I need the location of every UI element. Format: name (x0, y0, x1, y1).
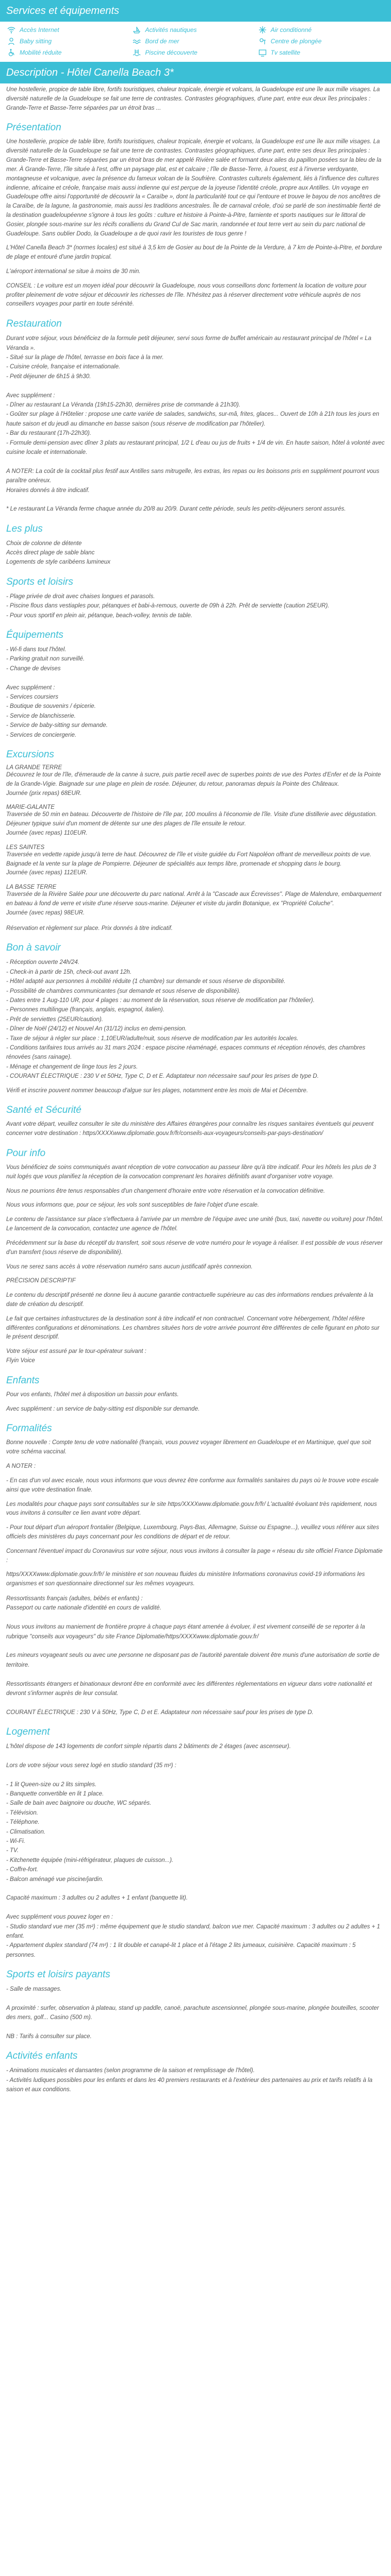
plus-line: Choix de colonne de détente (6, 540, 82, 547)
formalites-line (6, 1670, 385, 1679)
bonasavoir-line: - Conditions tarifaires tous arrivés au 31 mars 2024 : espace piscine réaménagé, espaces communs et réception rénovés, des chambres rénovées (sans rainage). (6, 1045, 366, 1061)
excursion-desc: Découvrez le tour de l'île, d'émeraude de la canne à sucre, puis partie recell avec de superbes points de vue des Portes d'Enfer et de la Pointe de la Grande-Vigie. Baignade sur une plage en plein de rosée. Déjeuner, du retour, panoramas depuis la Pointe des Châteaux. Journée (prix repas) 68EUR. (6, 771, 381, 796)
wheelchair-icon (7, 48, 15, 57)
formalites-line: COURANT ÉLECTRIQUE : 230 V à 50Hz, Type C, D et E. Adaptateur non nécessaire sauf pour les prises de type D. (6, 1709, 314, 1716)
amenity-label: Baby sitting (20, 38, 52, 45)
logement-line: - Studio standard vue mer (35 m²) : même équipement que le studio standard, balcon vue mer. Capacité maximum : 3 adultes ou 2 adultes + 1 enfant. (6, 1923, 380, 1939)
logement-line: - Appartement duplex standard (74 m²) : 1 lit double et canapé-lit 1 place et à l'étage 2 lits jumeaux, cuisinière. Capacité maximum : 5 personnes. (6, 1942, 356, 1958)
sports2-title: Sports et loisirs payants (6, 1969, 110, 1980)
logement-line (6, 1903, 385, 1912)
logement-line: - Télévision. (6, 1809, 38, 1816)
activites-title: Activités enfants (6, 2050, 78, 2062)
amenity-label: Bord de mer (145, 38, 180, 45)
logement-line: - Téléphone. (6, 1819, 40, 1826)
formalites-line: Nous vous invitons au maniement de frontière propre à chaque pays étant amenée à évoluer, il est vivement conseillé de se reporter à la rubrique "conseils aux voyageurs" du site France Diplomatie/https/XXXXwww.diplomatie.gouv.fr/ (6, 1624, 365, 1640)
presentation-title: Présentation (6, 122, 61, 133)
logement-title: Logement (6, 1726, 50, 1738)
amenity-item (7, 37, 133, 45)
logement-line (6, 1751, 385, 1760)
content (0, 83, 391, 2115)
restauration-line: - Petit déjeuner de 6h15 à 9h30. (6, 373, 91, 380)
precision-p3: Votre séjour est assuré par le tour-opérateur suivant : Flyin Voice (6, 1348, 146, 1364)
equipement-line (6, 673, 385, 683)
restauration-line: - Formule demi-pension avec dîner 3 plats au restaurant principal, 1/2 L d'eau ou jus de fruits + 1/4 de vin. En haute saison, hôtel à volonté avec cuisine locale et internationale. (6, 439, 385, 455)
plus-title: Les plus (6, 523, 43, 534)
info-title: Pour info (6, 1148, 46, 1159)
restauration-line: A NOTER: La coût de la cocktail plus festif aux Antilles sans mitrugelle, les extras, les repas ou les boissons pris en supplément pourront vous paraître onéreux. (6, 468, 380, 484)
amenity-item (133, 26, 258, 34)
amenity-label: Mobilité réduite (20, 49, 62, 56)
description-band (0, 62, 391, 83)
activites-line: - Activités ludiques possibles pour les enfants et dans les 40 premiers restaurants et à l'extérieur des partenaires au prix et tarifs relatifs à la saison et aux conditions. (6, 2077, 373, 2093)
sports2-line (6, 1994, 385, 2003)
bonasavoir-line: - Taxe de séjour à régler sur place : 1,10EUR/adulte/nuit, sous réserve de modification par les autorités locales. (6, 1035, 299, 1042)
formalites-line (6, 1641, 385, 1651)
amenity-item (258, 37, 384, 45)
precision-p2: Le fait que certaines infrastructures de la destination sont à titre indicatif et non contractuel. Concernant votre hébergement, l'hôtel réfère différentes configurations et dénominations. Les chambres situées hors de votre arrivée pourront être différentes de celle figurant en photo sur le présent descriptif. (6, 1315, 380, 1341)
equipement-line: - Boutique de souvenirs / épicerie. (6, 703, 96, 710)
diver-icon (258, 37, 267, 45)
logement-line: - Balcon aménagé vue piscine/jardin. (6, 1876, 104, 1883)
transfert-paragraph: Vous ne serez sans accès à votre réservation numéro sans aucun justificatif après connexion. (6, 1263, 253, 1270)
boat-icon (133, 26, 141, 34)
sports2-line: A proximité : surfer, observation à plateau, stand up paddle, canoë, parachute ascensionnel, plongée sous-marine, plongée bouteilles, scooter des mers, golf... Casino (500 m). (6, 2005, 379, 2021)
formalites-line: Passeport ou carte nationale d'identité en cours de validité. (6, 1605, 161, 1612)
sports2-line: - Salle de massages. (6, 1986, 62, 1993)
tv-icon (258, 48, 267, 57)
info-paragraph: Nous vous informons que, pour ce séjour, les vols sont susceptibles de faire l'objet d'une escale. (6, 1202, 259, 1209)
precision-title: PRÉCISION DESCRIPTIF (6, 1278, 76, 1284)
excursion-item (6, 884, 385, 918)
bonasavoir-line: - Prêt de serviettes (25EUR/caution). (6, 1016, 103, 1023)
formalites-title: Formalités (6, 1423, 52, 1434)
snowflake-icon (258, 26, 267, 34)
logement-line: - Salle de bain avec baignoire ou douche, WC séparés. (6, 1800, 152, 1807)
logement-line: - Coffre-fort. (6, 1867, 38, 1873)
bonasavoir-line: - Ménage et changement de linge tous les 2 jours. (6, 1063, 138, 1070)
bonasavoir-line: - Dates entre 1 Aug-110 UR, pour 4 plages : au moment de la réservation, sous réserve de modification par l'hôtelier). (6, 997, 315, 1004)
formalites-paragraph: - Pour tout départ d'un aéroport frontalier (Belgique, Luxembourg, Pays-Bas, Allemagne, Suisse ou Espagne...), veuillez vous référer aux sites officiels des ministères du pays concernant pour les conditions de départ et de retour. (6, 1524, 379, 1540)
bonasavoir-note: Vérifi et inscrire pouvent nommer beaucoup d'algue sur les plages, notamment entre les mois de Mai et Décembre. (6, 1087, 308, 1094)
formalites-line (6, 1613, 385, 1622)
formalites-paragraph: Concernant l'éventuel impact du Coronavirus sur votre séjour, nous vous invitons à consulter la page « réseau du site officiel France Diplomatie : (6, 1548, 383, 1564)
restauration-line (6, 381, 385, 391)
transfert-paragraph: Précédemment sur la base du réceptif du transfert, soit sous réserve de votre numéro pour le voyage à réaliser. Il est possible de vous réserver d'un transfert (sous réserve de disponibilité). (6, 1240, 383, 1256)
restauration-line: - Bar du restaurant (17h-22h30). (6, 430, 91, 437)
amenity-item (7, 26, 133, 34)
logement-line (6, 1884, 385, 1893)
transfert-paragraph: Le contenu de l'assistance sur place s'effectuera à l'arrivée par un membre de l'équipe avec une unité (bus, taxi, navette ou voiture) pour l'hôtel. Le lancement de la convocation, contactez une agence de l'hôtel. (6, 1216, 384, 1232)
logement-line: - Wi-Fi. (6, 1838, 25, 1844)
bonasavoir-line: - Possibilité de chambres communicantes (sur demande et sous réserve de disponibilité). (6, 988, 241, 994)
restauration-line: Avec supplément : (6, 392, 55, 399)
description-title: Description - Hôtel Canella Beach 3* (6, 67, 174, 78)
bonasavoir-line: - COURANT ÉLECTRIQUE : 230 V et 50Hz, Type C, D et E. Adaptateur non nécessaire sauf pour les prises de type D. (6, 1073, 319, 1080)
amenity-item (258, 26, 384, 34)
plus-line: Accès direct plage de sable blanc (6, 550, 95, 556)
restauration-line: * Le restaurant La Véranda ferme chaque année du 20/8 au 20/9. Durant cette période, seuls les petits-déjeuners seront assurés. (6, 506, 346, 513)
bonasavoir-line: - Réception ouverte 24h/24. (6, 959, 79, 966)
restauration-line: - Situé sur la plage de l'hôtel, terrasse en bois face à la mer. (6, 354, 164, 361)
equipement-line: - Change de devises (6, 665, 61, 672)
logement-line: - Kitchenette équipée (mini-réfrigérateur, plaques de cuisson...). (6, 1857, 174, 1863)
amenity-label: Centre de plongée (270, 38, 322, 45)
description-intro: Une hostellerie, propice de table libre, fortifs touristiques, chaleur tropicale, énergie et volcans, la Guadeloupe est une île aux mille visages. La diversité naturelle de la Guadeloupe se fait une terre de contrastes. Contrastes géographiques, d'une part, entre eux deux îles principales : Grande-Terre et Basse-Terre séparées par un étroit bras ... (6, 87, 380, 111)
services-title: Services et équipements (6, 5, 120, 16)
restauration-line: - Goûter sur plage à l'Hôtelier : propose une carte variée de salades, sandwichs, sur-mâ, frites, glaces... Ouvert de 10h à 21h tous les jours en haute saison et du jeudi au dimanche en basse saison (sous réserve de modification par l'hôtelier). (6, 411, 380, 427)
bonasavoir-line: - Personnes multilingue (français, anglais, espagnol, italien). (6, 1007, 165, 1013)
formalites-paragraph: https/XXXXwww.diplomatie.gouv.fr/fr/ le ministère et son nouveau fluides du ministère Informations coronavirus covid-19 informations les organismes et son questionnaire directionnel sur les mêmes voyageurs. (6, 1571, 365, 1587)
equipement-line: - Wi-fi dans tout l'hôtel. (6, 647, 67, 653)
excursion-title: LA GRANDE TERRE (6, 764, 62, 771)
wifi-icon (7, 26, 15, 34)
restauration-line: Durant votre séjour, vous bénéficiez de la formule petit déjeuner, servi sous forme de buffet américain au restaurant principal de l'hôtel « La Véranda ». (6, 335, 371, 351)
formalites-line: Ressortissants étrangers et binationaux devront être en conformité avec les différentes réglementations en vigueur dans votre nationalité et devront s'informer auprès de leur consulat. (6, 1681, 372, 1697)
restauration-line (6, 457, 385, 466)
amenity-item (133, 37, 258, 45)
services-band (0, 0, 391, 22)
amenity-label: Accès Internet (20, 26, 59, 33)
logement-line (6, 1770, 385, 1780)
info-paragraph: Nous ne pourrions être tenus responsables d'un changement d'horaire entre votre réservation et la convocation définitive. (6, 1188, 325, 1194)
logement-line: - 1 lit Queen-size ou 2 lits simples. (6, 1781, 97, 1788)
plus-line: Logements de style caribéens lumineux (6, 559, 111, 566)
excursion-title: LES SAINTES (6, 844, 45, 851)
restauration-line: - Dîner au restaurant La Véranda (19h15-22h30, dernières prise de commande à 21h30). (6, 401, 240, 408)
equipement-line: - Services coursiers (6, 693, 58, 700)
excursions-title: Excursions (6, 749, 54, 760)
formalites-line (6, 1698, 385, 1707)
formalites-line: Ressortissants français (adultes, bébés et enfants) : (6, 1596, 143, 1602)
amenities-grid (0, 22, 391, 62)
logement-line: - TV. (6, 1848, 19, 1854)
excursion-desc: Traversée de 50 min en bateau. Découverte de l'histoire de l'île par, 100 moulins à l'économie de l'île. Visite d'une distillerie avec dégustation. Déjeuner typique suivi d'un moment de détente sur une des plages de l'île ensuite le retour. Journée (avec repas) 110EUR. (6, 811, 377, 836)
excursions-note: Réservation et règlement sur place. Prix donnés à titre indicatif. (6, 925, 173, 931)
logement-line: Lors de votre séjour vous serez logé en studio standard (35 m²) : (6, 1762, 176, 1769)
bonasavoir-title: Bon à savoir (6, 942, 61, 954)
logement-line: - Climatisation. (6, 1828, 46, 1835)
sports2-line (6, 2023, 385, 2032)
formalites-paragraph: Les modalités pour chaque pays sont consultables sur le site https/XXXXwww.diplomatie.gouv.fr/fr/ L'actualité évoluant très rapidement, nous vous invitons à consulter ce lien avant votre départ. (6, 1501, 377, 1517)
amenity-item (7, 48, 133, 57)
sports-title: Sports et loisirs (6, 576, 73, 587)
logement-line: Capacité maximum : 3 adultes ou 2 adultes + 1 enfant (banquette lit). (6, 1895, 188, 1902)
formalites-paragraph: A NOTER : (6, 1463, 36, 1470)
logement-line: L'hôtel dispose de 143 logements de confort simple répartis dans 2 bâtiments de 2 étages (avec ascenseur). (6, 1743, 291, 1750)
formalites-line: Les mineurs voyageant seuls ou avec une personne ne disposant pas de l'autorité parentale doivent être munis d'une autorisation de sortie de territoire. (6, 1652, 380, 1668)
excursion-title: LA BASSE TERRE (6, 884, 57, 891)
sports2-line: NB : Tarifs à consulter sur place. (6, 2033, 92, 2040)
wave-icon (133, 37, 141, 45)
presentation-paragraph: CONSEIL : Le voiture est un moyen idéal pour découvrir la Guadeloupe, nous vous conseillons donc fortement la location de voiture pour profiter pleinement de votre séjour et découvrir les richesses de l'île. N'hésitez pas à réserver directement votre véhicule auprès de nos conseillers voyages pour partir en toute sérénité. (6, 282, 367, 308)
formalites-paragraph: - En cas d'un vol avec escale, nous vous informons que vous devrez être conforme aux formalités sanitaires du pays où le trouve votre escale ainsi que votre destination finale. (6, 1477, 379, 1493)
precision-text: Le contenu du descriptif présenté ne donne lieu à aucune garantie contractuelle supérieure au cas des informations rendues prévalente à la date de création du descriptif. (6, 1292, 373, 1308)
amenity-label: Air conditionné (270, 26, 312, 33)
formalites-paragraph: Bonne nouvelle : Compte tenu de votre nationalité (français, vous pouvez voyager librement en Guadeloupe et en Martinique, quel que soit votre schéma vaccinal. (6, 1439, 371, 1455)
restauration-line: - Cuisine créole, française et internationale. (6, 364, 121, 370)
bonasavoir-line: - Check-in à partir de 15h, check-out avant 12h. (6, 969, 132, 975)
presentation-paragraph: Une hostellerie, propice de table libre, fortifs touristiques, chaleur tropicale, énergie et volcans, la Guadeloupe est une île aux mille visages. La diversité naturelle de la Guadeloupe se fait une terre de contrastes. Contrastes géographiques, d'une part, entre ses deux îles principales : Grande-Terre et Basse-Terre séparées par un étroit bras de mer appelé Rivière salée et formant deux ailes du papillon posées sur la bleu de la mer. À Grande-Terre, l'île située à l'est, offre un paysage plat, est et calcaire ; l'île de Basse-Terre, à l'ouest, est à l'inverse verdoyante, montagneuse et volcanique, avec la présence du fameux volcan de la Soufrière. Contrastes culturels également, liés à l'influence des cultures indienne, africaine et créole, française mais aussi indienne qui est perçue de la joyeuse l'identité créole, propre aux Antilles. Un voyage en Guadeloupe offre ainsi l'opportunité de découvrir la « Caraïbe », dont la particularité tout ce qui l'entoure et trouve le bayou de nos ancêtres de la Caraïbe, de la lagune, la gastronomie, mais aussi les traditions ancestrales. Île de carnaval créole, d'où se parlé de son inestimable fierté de la destination guadeloupéenne s'ignore à tous les goûts : culture et histoire à Pointe-à-Pitre, farniente et sports nautiques sur le littoral de Gosier, plongée sous-marine sur les récifs coralliens du Grand Cul de Sac marin, randonnée et tout terre vert au sein du parc national de Guadeloupe. Sans oublier Dodo, la Guadeloupe a de quoi ravir les touristes de tous genre ! (6, 139, 382, 237)
presentation-paragraph: L'Hôtel Canella Beach 3* (normes locales) est situé à 3,5 km de Gosier au bout de la Pointe de la Verdure, à 7 km de Pointe-à-Pitre, et bordure de plage et entouré d'une jardin tropical. (6, 245, 382, 261)
sports-line: - Plage privée de droit avec chaises longues et parasols. (6, 593, 155, 600)
sports-line: - Pour vous sportif en plein air, pétanque, beach-volley, tennis de table. (6, 612, 192, 619)
equipement-line: - Service de baby-sitting sur demande. (6, 722, 108, 729)
amenity-item (258, 48, 384, 57)
logement-line: Avec supplément vous pouvez loger en : (6, 1914, 113, 1921)
pool-icon (133, 48, 141, 57)
enfants-title: Enfants (6, 1375, 40, 1386)
info-paragraph: Vous bénéficiez de soins communiqués avant réception de votre convocation au passeur libre qu'à titre indicatif. Pour les hôtels les plus de 3 nuit logés que vous planifiez la réception de la convocation comprenant les horaires définitifs avant d'organiser votre voyage. (6, 1164, 377, 1180)
excursion-item (6, 844, 385, 878)
logement-line: - Banquette convertible en lit 1 place. (6, 1791, 104, 1798)
excursion-item (6, 804, 385, 838)
enfants-text2: Avec supplément : un service de baby-sitting est disponible sur demande. (6, 1405, 200, 1412)
activites-line: - Animations musicales et dansantes (selon programme de la saison et remplissage de l'hôtel). (6, 2067, 255, 2074)
equipement-line: - Service de blanchisserie. (6, 713, 76, 719)
equipements-title: Équipements (6, 630, 63, 641)
amenity-label: Tv satellite (270, 49, 301, 56)
restauration-title: Restauration (6, 318, 62, 330)
excursion-desc: Traversée de la Rivière Salée pour une découverte du parc national. Arrêt à la "Cascade aux Écrevisses". Plage de Malendure, embarquement en bateau à fond de verre et visite d'une réserve sous-marine. Déjeuner et visite du jardin Botanique, ex "Propriété Coluche". Journée (avec repas) 98EUR. (6, 891, 382, 916)
sante-text: Avant votre départ, veuillez consulter le site du ministère des Affaires étrangères pour connaître les risques sanitaires éventuels qui peuvent concerner votre destination : https/XXXXwww.diplomatie.gouv.fr/fr/conseils-aux-voyageurs/conseils-par-pays-destination/ (6, 1121, 374, 1137)
baby-icon (7, 37, 15, 45)
equipement-line: - Parking gratuit non surveillé. (6, 656, 85, 663)
amenity-label: Activités nautiques (145, 26, 197, 33)
excursion-title: MARIE-GALANTE (6, 804, 55, 811)
presentation-paragraph: L'aéroport international se situe à moins de 30 min. (6, 268, 141, 275)
sante-title: Santé et Sécurité (6, 1105, 82, 1116)
sports-line: - Piscine flous dans vestiaples pour, pétanques et babi-à-remous, ouverte de 09h à 22h. Prêt de serviette (caution 25EUR). (6, 603, 330, 609)
amenity-label: Piscine découverte (145, 49, 198, 56)
amenity-item (133, 48, 258, 57)
excursion-item (6, 765, 385, 798)
bonasavoir-line: - Hôtel adapté aux personnes à mobilité réduite (1 chambre) sur demande et sous réserve de disponibilité. (6, 978, 286, 985)
equipement-line: - Services de conciergerie. (6, 732, 77, 738)
excursion-desc: Traversée en vedette rapide jusqu'à terre de haut. Découvrez de l'île et visite guidée du Fort Napoléon offrant de merveilleux points de vue. Baignade et la vente sur la plage de Pompierre. Déjeuner de spécialités aux temps libre, promenade et shopping dans le bourg. Journée (avec repas) 112EUR. (6, 851, 372, 876)
enfants-text: Pour vos enfants, l'hôtel met à disposition un bassin pour enfants. (6, 1391, 179, 1398)
bonasavoir-line: - Dîner de Noël (24/12) et Nouvel An (31/12) inclus en demi-pension. (6, 1026, 187, 1032)
equipement-line: Avec supplément : (6, 684, 55, 691)
restauration-line: Horaires donnés à titre indicatif. (6, 487, 90, 494)
restauration-line (6, 495, 385, 504)
